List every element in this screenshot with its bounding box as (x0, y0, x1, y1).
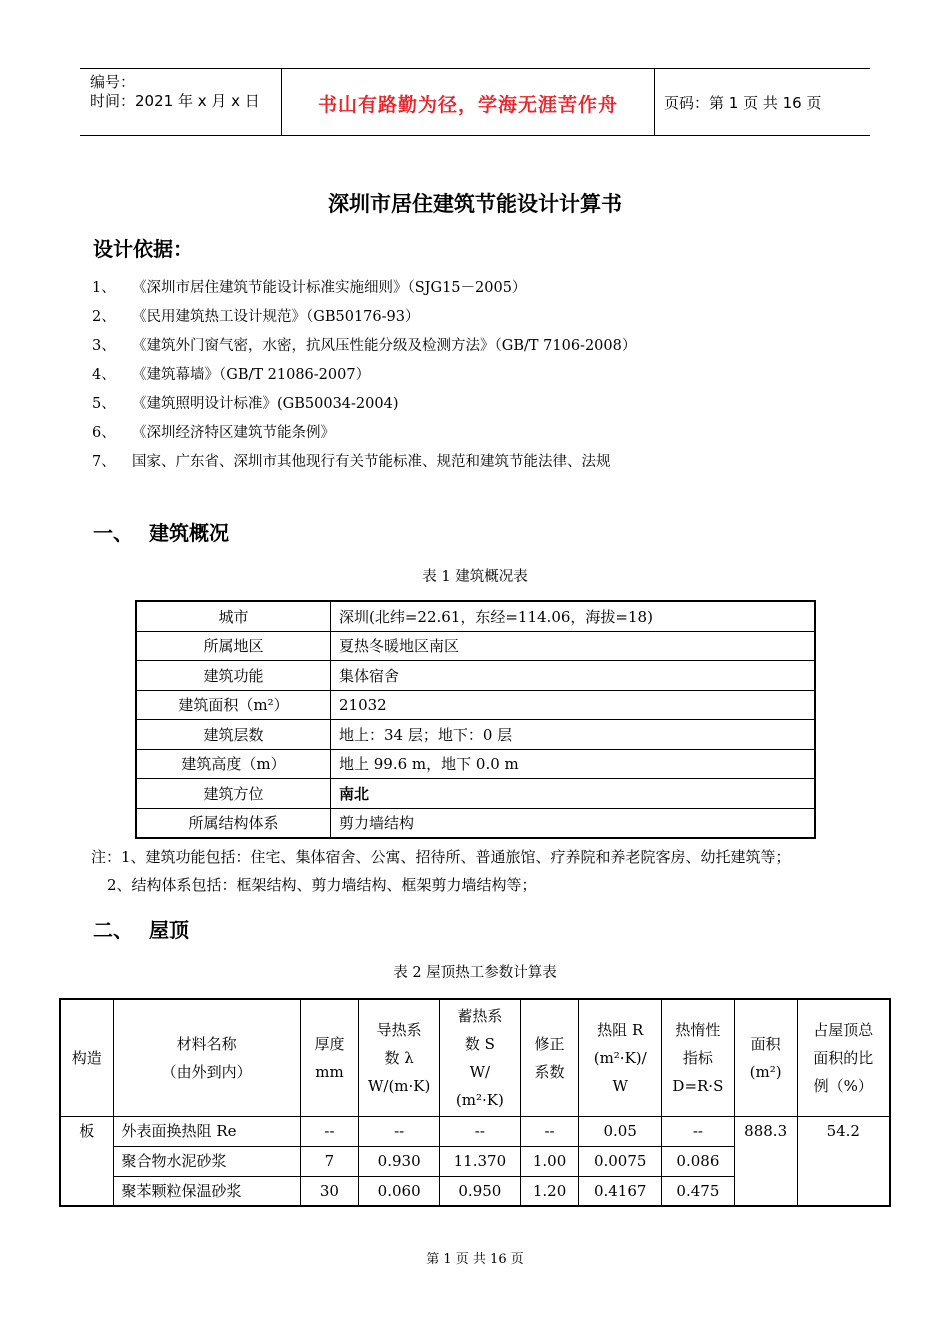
header-top-rule (80, 68, 870, 69)
basis-item: 3、 《建筑外门窗气密，水密，抗风压性能分级及检测方法》（GB/T 7106-2008） (92, 338, 637, 354)
header-material: 材料名称 （由外到内） (113, 999, 300, 1116)
header-construct: 构造 (60, 999, 113, 1116)
section-heading-roof: 二、 屋顶 (93, 918, 189, 942)
header-conductivity: 导热系 数 λ W/(m·K) (359, 999, 440, 1116)
header-resistance: 热阻 R (m²·K)/ W (579, 999, 662, 1116)
table-row: 聚苯颗粒保温砂浆 30 0.060 0.950 1.20 0.4167 0.475 (60, 1176, 890, 1206)
document-title: 深圳市居住建筑节能设计计算书 (328, 192, 622, 216)
header-divider-right (654, 68, 655, 136)
basis-item: 4、 《建筑幕墙》（GB/T 21086-2007） (92, 367, 371, 383)
basis-item: 7、 国家、广东省、深圳市其他现行有关节能标准、规范和建筑节能法律、法规 (92, 454, 611, 470)
page-footer: 第 1 页 共 16 页 (426, 1252, 524, 1267)
table1-caption: 表 1 建筑概况表 (422, 569, 528, 585)
header-thickness: 厚度 mm (300, 999, 359, 1116)
header-inertia: 热惰性 指标 D=R·S (662, 999, 735, 1116)
building-overview-table (135, 600, 816, 839)
table-row: 建筑功能 集体宿舍 (136, 661, 815, 691)
basis-item: 1、 《深圳市居住建筑节能设计标准实施细则》（SJG15－2005） (92, 280, 527, 296)
basis-item: 6、 《深圳经济特区建筑节能条例》 (92, 425, 335, 441)
basis-heading: 设计依据： (93, 237, 193, 261)
table-row: 建筑面积（m²） 21032 (136, 690, 815, 720)
table-row: 所属地区 夏热冬暖地区南区 (136, 631, 815, 661)
basis-item: 5、 《建筑照明设计标准》(GB50034-2004) (92, 396, 399, 412)
header-time-label: 时间：2021 年 x 月 x 日 (90, 92, 260, 110)
header-page-code: 页码：第 1 页 共 16 页 (664, 94, 822, 112)
header-storage: 蓄热系 数 S W/ (m²·K) (440, 999, 521, 1116)
table-row: 板 外表面换热阻 Re -- -- -- -- 0.05 -- 888.3 54.2 (60, 1116, 890, 1146)
table-row: 建筑层数 地上：34 层；地下：0 层 (136, 720, 815, 750)
section-heading-overview: 一、 建筑概况 (93, 521, 229, 545)
header-correction: 修正 系数 (520, 999, 579, 1116)
header-motto: 书山有路勤为径，学海无涯苦作舟 (317, 94, 618, 116)
basis-item: 2、 《民用建筑热工设计规范》（GB50176-93） (92, 309, 420, 325)
header-number-label: 编号： (90, 73, 136, 91)
ratio-cell: 54.2 (797, 1116, 890, 1206)
table-row: 建筑方位 南北 (136, 779, 815, 809)
header-area: 面积 (m²) (734, 999, 797, 1116)
table-row: 建筑高度（m） 地上 99.6 m，地下 0.0 m (136, 749, 815, 779)
header-bottom-rule (80, 135, 870, 136)
table-row: 所属结构体系 剪力墙结构 (136, 808, 815, 838)
header-ratio: 占屋顶总 面积的比 例（%） (797, 999, 890, 1116)
table-header-row (60, 999, 890, 1116)
construct-cell: 板 (60, 1116, 113, 1206)
table-row: 聚合物水泥砂浆 7 0.930 11.370 1.00 0.0075 0.086 (60, 1146, 890, 1176)
table1-note-1: 注：1、建筑功能包括：住宅、集体宿舍、公寓、招待所、普通旅馆、疗养院和养老院客房、幼托建筑等； (91, 848, 791, 866)
table1-note-2: 2、结构体系包括：框架结构、剪力墙结构、框架剪力墙结构等； (107, 876, 537, 894)
table2-caption: 表 2 屋顶热工参数计算表 (393, 965, 557, 981)
roof-thermal-table (59, 998, 891, 1207)
table-row: 城市 深圳(北纬=22.61，东经=114.06，海拔=18) (136, 601, 815, 631)
area-cell: 888.3 (734, 1116, 797, 1206)
